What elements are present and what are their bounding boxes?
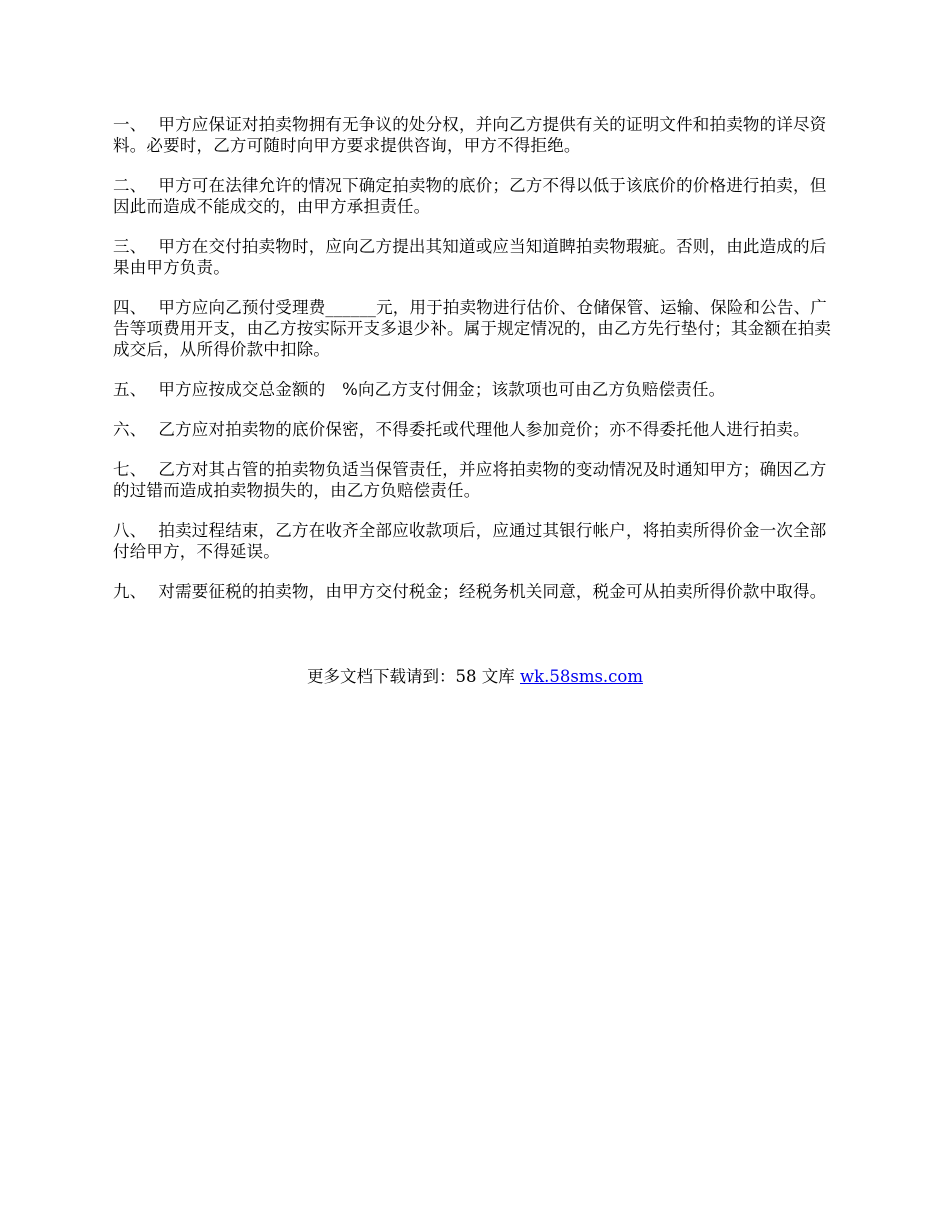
clause-text: 对需要征税的拍卖物，由甲方交付税金；经税务机关同意，税金可从拍卖所得价款中取得。: [158, 582, 827, 601]
document-body: [113, 114, 841, 621]
clause-6: [113, 419, 841, 440]
clause-7: [113, 459, 841, 501]
clause-number: 二、: [113, 176, 147, 195]
footer-prefix: 更多文档下载请到：58 文库: [306, 667, 520, 686]
clause-number: 三、: [113, 237, 147, 256]
footer-download-note: [0, 666, 950, 687]
clause-text: 甲方应按成交总金额的 %向乙方支付佣金；该款项也可由乙方负赔偿责任。: [158, 380, 726, 399]
clause-text: 乙方应对拍卖物的底价保密，不得委托或代理他人参加竞价；亦不得委托他人进行拍卖。: [158, 420, 810, 439]
footer-link[interactable]: wk.58sms.com: [519, 667, 643, 686]
clause-3: [113, 236, 841, 278]
clause-text: 甲方可在法律允许的情况下确定拍卖物的底价；乙方不得以低于该底价的价格进行拍卖，但因此而造成不能成交的，由甲方承担责任。: [113, 176, 827, 216]
clause-text: 甲方在交付拍卖物时，应向乙方提出其知道或应当知道睥拍卖物瑕疵。否则，由此造成的后果由甲方负责。: [113, 237, 827, 277]
clause-5: [113, 379, 841, 400]
clause-number: 五、: [113, 380, 147, 399]
clause-number: 七、: [113, 460, 147, 479]
clause-number: 八、: [113, 521, 147, 540]
clause-8: [113, 520, 841, 562]
clause-text: 乙方对其占管的拍卖物负适当保管责任，并应将拍卖物的变动情况及时通知甲方；确因乙方的过错而造成拍卖物损失的，由乙方负赔偿责任。: [113, 460, 827, 500]
clause-number: 六、: [113, 420, 147, 439]
clause-text: 拍卖过程结束，乙方在收齐全部应收款项后，应通过其银行帐户，将拍卖所得价金一次全部付给甲方，不得延误。: [113, 521, 827, 561]
clause-number: 一、: [113, 115, 147, 134]
clause-number: 九、: [113, 582, 147, 601]
clause-text: 甲方应向乙预付受理费______元，用于拍卖物进行估价、仓储保管、运输、保险和公告、广告等项费用开支，由乙方按实际开支多退少补。属于规定情况的，由乙方先行垫付；其金额在拍卖成交后，从所得价款中扣除。: [113, 298, 832, 359]
clause-4: [113, 297, 841, 360]
clause-1: [113, 114, 841, 156]
clause-text: 甲方应保证对拍卖物拥有无争议的处分权，并向乙方提供有关的证明文件和拍卖物的详尽资料。必要时，乙方可随时向甲方要求提供咨询，甲方不得拒绝。: [113, 115, 827, 155]
clause-2: [113, 175, 841, 217]
clause-number: 四、: [113, 298, 147, 317]
clause-9: [113, 581, 841, 602]
